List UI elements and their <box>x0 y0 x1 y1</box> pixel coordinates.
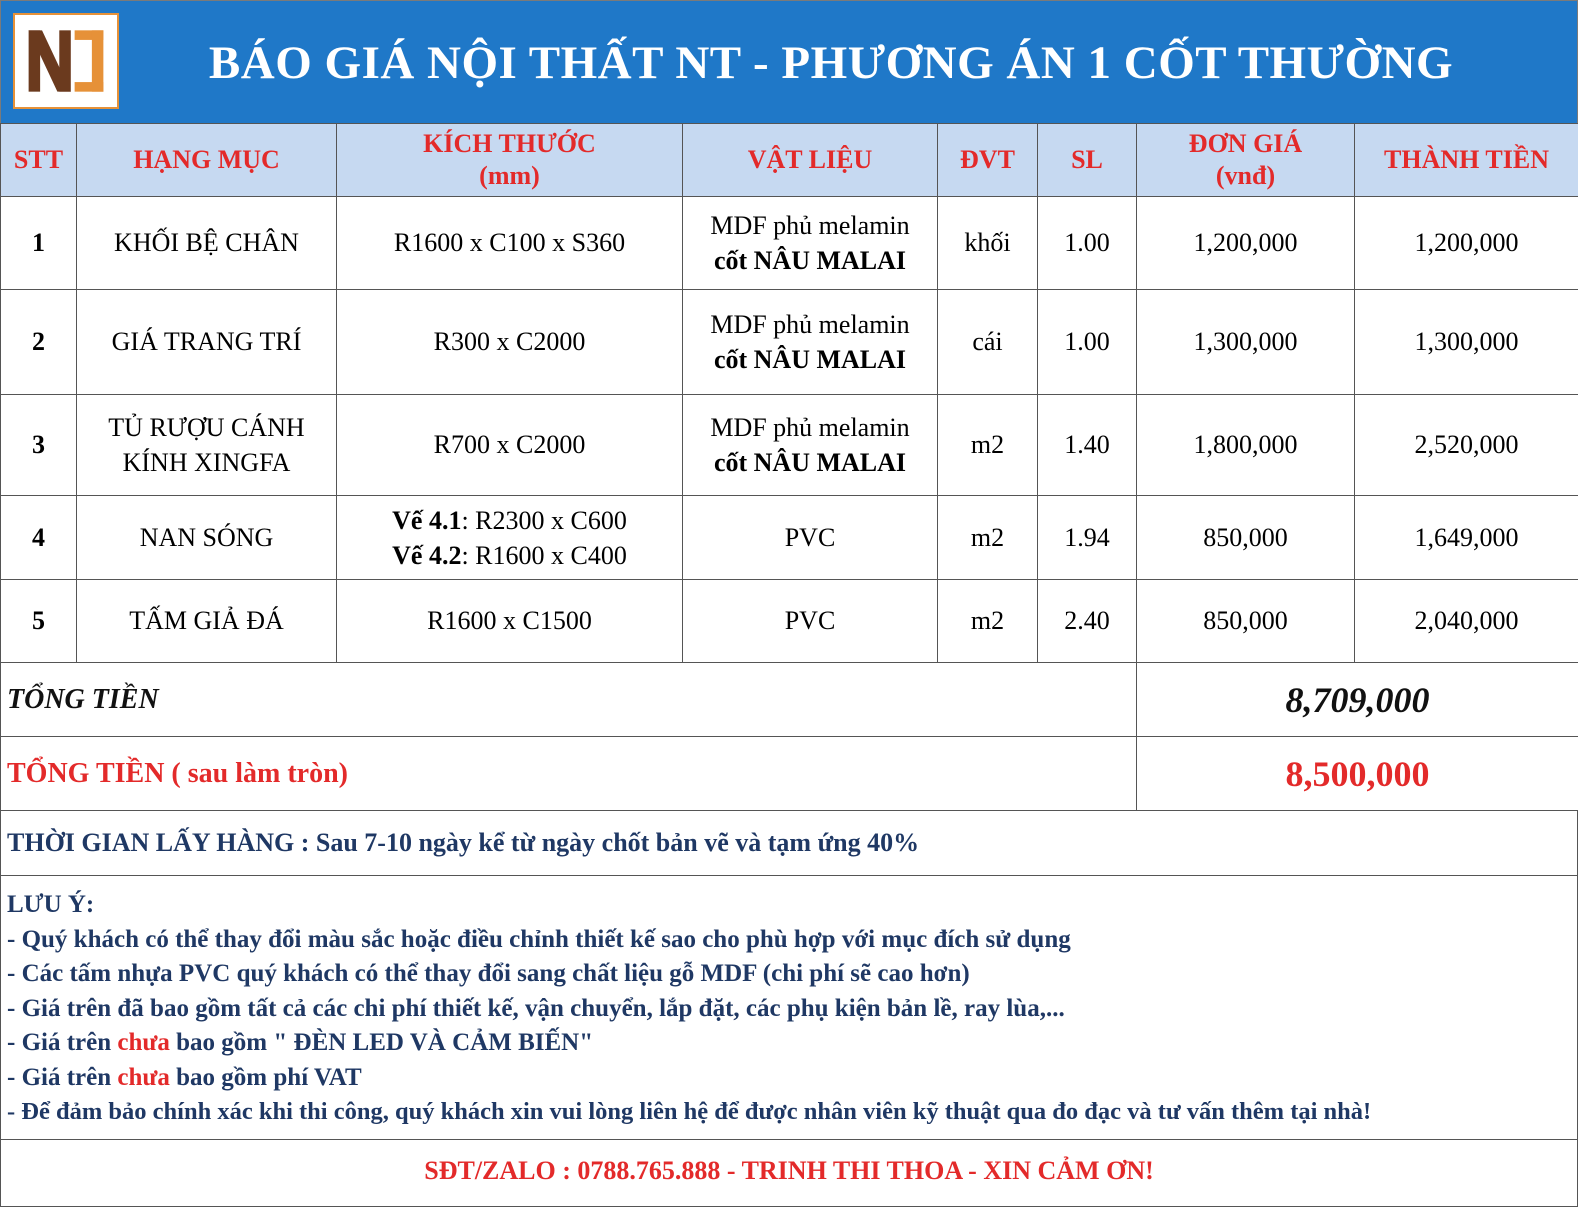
row-size-part2-value: : R1600 x C400 <box>461 540 627 570</box>
row-material <box>683 197 938 290</box>
rounded-total-label: TỔNG TIỀN ( sau làm tròn) <box>1 737 1137 811</box>
row-unit: cái <box>938 290 1038 395</box>
col-header-size <box>337 124 683 197</box>
row-item: KHỐI BỆ CHÂN <box>77 197 337 290</box>
row-material: PVC <box>683 496 938 580</box>
row-stt: 2 <box>1 290 77 395</box>
row-item: TẤM GIẢ ĐÁ <box>77 580 337 663</box>
table-row <box>1 290 1578 395</box>
row-material-line2: cốt NÂU MALAI <box>713 246 907 275</box>
nt-logo-svg <box>15 15 117 107</box>
row-size: R1600 x C100 x S360 <box>337 197 683 290</box>
total-value: 8,709,000 <box>1137 663 1578 737</box>
col-header-price-line1: ĐƠN GIÁ <box>1188 129 1303 158</box>
col-header-price <box>1137 124 1355 197</box>
note-line4-pre: - Giá trên <box>7 1029 118 1056</box>
row-unit: khối <box>938 197 1038 290</box>
contact-footer: SĐT/ZALO : 0788.765.888 - TRINH THI THOA - XIN CẢM ƠN! <box>0 1140 1578 1207</box>
col-header-stt: STT <box>1 124 77 197</box>
row-size: R700 x C2000 <box>337 395 683 496</box>
row-material <box>683 395 938 496</box>
row-stt: 5 <box>1 580 77 663</box>
row-unit: m2 <box>938 580 1038 663</box>
total-label: TỔNG TIỀN <box>1 663 1137 737</box>
row-qty: 1.94 <box>1038 496 1137 580</box>
row-price: 1,300,000 <box>1137 290 1355 395</box>
row-material-line1: MDF phủ melamin <box>710 211 910 240</box>
row-stt: 4 <box>1 496 77 580</box>
total-row <box>1 663 1578 737</box>
row-item: GIÁ TRANG TRÍ <box>77 290 337 395</box>
row-size: R300 x C2000 <box>337 290 683 395</box>
table-row <box>1 580 1578 663</box>
row-size-part2 <box>337 538 682 573</box>
row-material: PVC <box>683 580 938 663</box>
row-total: 2,520,000 <box>1355 395 1578 496</box>
note-line4-post: bao gồm " ĐÈN LED VÀ CẢM BIẾN" <box>169 1029 594 1056</box>
col-header-material: VẬT LIỆU <box>683 124 938 197</box>
row-price: 850,000 <box>1137 496 1355 580</box>
row-stt: 3 <box>1 395 77 496</box>
rounded-total-row <box>1 737 1578 811</box>
row-size-part1-value: : R2300 x C600 <box>461 505 627 535</box>
row-price: 1,800,000 <box>1137 395 1355 496</box>
note-line5-highlight: chưa <box>117 1063 170 1091</box>
row-qty: 1.40 <box>1038 395 1137 496</box>
row-total: 1,649,000 <box>1355 496 1578 580</box>
col-header-size-line1: KÍCH THƯỚC <box>423 129 596 158</box>
table-row <box>1 197 1578 290</box>
row-material-line1: MDF phủ melamin <box>710 413 910 442</box>
row-size-part2-label: Vế 4.2 <box>392 540 462 570</box>
col-header-price-line2: (vnđ) <box>1215 161 1276 190</box>
row-size-part1-label: Vế 4.1 <box>392 505 462 535</box>
row-size <box>337 496 683 580</box>
note-line: - Quý khách có thể thay đổi màu sắc hoặc điều chỉnh thiết kế sao cho phù hợp với mục đích sử dụng <box>7 925 1071 953</box>
row-material-line2: cốt NÂU MALAI <box>713 345 907 374</box>
col-header-size-line2: (mm) <box>479 161 540 190</box>
row-stt: 1 <box>1 197 77 290</box>
header-banner <box>0 0 1578 124</box>
note-line5-pre: - Giá trên <box>7 1063 118 1091</box>
col-header-unit: ĐVT <box>938 124 1038 197</box>
col-header-qty: SL <box>1038 124 1137 197</box>
row-price: 1,200,000 <box>1137 197 1355 290</box>
row-price: 850,000 <box>1137 580 1355 663</box>
nt-logo-icon <box>13 13 119 109</box>
col-header-total: THÀNH TIỀN <box>1355 124 1578 197</box>
totals-table <box>0 662 1578 811</box>
row-size-part1 <box>337 503 682 538</box>
note-line <box>7 1026 1571 1061</box>
note-line4-highlight: chưa <box>117 1029 170 1056</box>
row-unit: m2 <box>938 496 1038 580</box>
row-total: 1,200,000 <box>1355 197 1578 290</box>
row-total: 1,300,000 <box>1355 290 1578 395</box>
notes-heading: LƯU Ý: <box>7 891 95 918</box>
row-qty: 2.40 <box>1038 580 1137 663</box>
note-line5-post: bao gồm phí VAT <box>169 1063 362 1091</box>
row-item-line1: TỦ RƯỢU CÁNH <box>108 413 305 442</box>
note-line <box>7 1061 1571 1096</box>
note-line: - Để đảm bảo chính xác khi thi công, quý khách xin vui lòng liên hệ để được nhân viên kỹ thuật qua đo đạc và tư vấn thêm tại nhà! <box>7 1098 1372 1125</box>
note-line: - Giá trên đã bao gồm tất cả các chi phí thiết kế, vận chuyển, lắp đặt, các phụ kiện bản lề, ray lùa,... <box>7 994 1065 1022</box>
row-material-line1: MDF phủ melamin <box>710 310 910 339</box>
note-line: - Các tấm nhựa PVC quý khách có thể thay đổi sang chất liệu gỗ MDF (chi phí sẽ cao hơn) <box>7 960 970 987</box>
col-header-item: HẠNG MỤC <box>77 124 337 197</box>
rounded-total-value: 8,500,000 <box>1137 737 1578 811</box>
row-item: NAN SÓNG <box>77 496 337 580</box>
quote-table <box>0 123 1578 663</box>
row-unit: m2 <box>938 395 1038 496</box>
row-qty: 1.00 <box>1038 290 1137 395</box>
row-total: 2,040,000 <box>1355 580 1578 663</box>
table-row <box>1 395 1578 496</box>
delivery-time: THỜI GIAN LẤY HÀNG : Sau 7-10 ngày kể từ ngày chốt bản vẽ và tạm ứng 40% <box>0 810 1578 876</box>
row-size: R1600 x C1500 <box>337 580 683 663</box>
notes-section <box>0 876 1578 1140</box>
table-row <box>1 496 1578 580</box>
page-title: BÁO GIÁ NỘI THẤT NT - PHƯƠNG ÁN 1 CỐT THƯỜNG <box>208 37 1454 89</box>
row-qty: 1.00 <box>1038 197 1137 290</box>
row-material <box>683 290 938 395</box>
row-item-line2: KÍNH XINGFA <box>122 448 291 477</box>
table-header-row <box>1 124 1578 197</box>
row-item <box>77 395 337 496</box>
row-material-line2: cốt NÂU MALAI <box>713 448 907 477</box>
